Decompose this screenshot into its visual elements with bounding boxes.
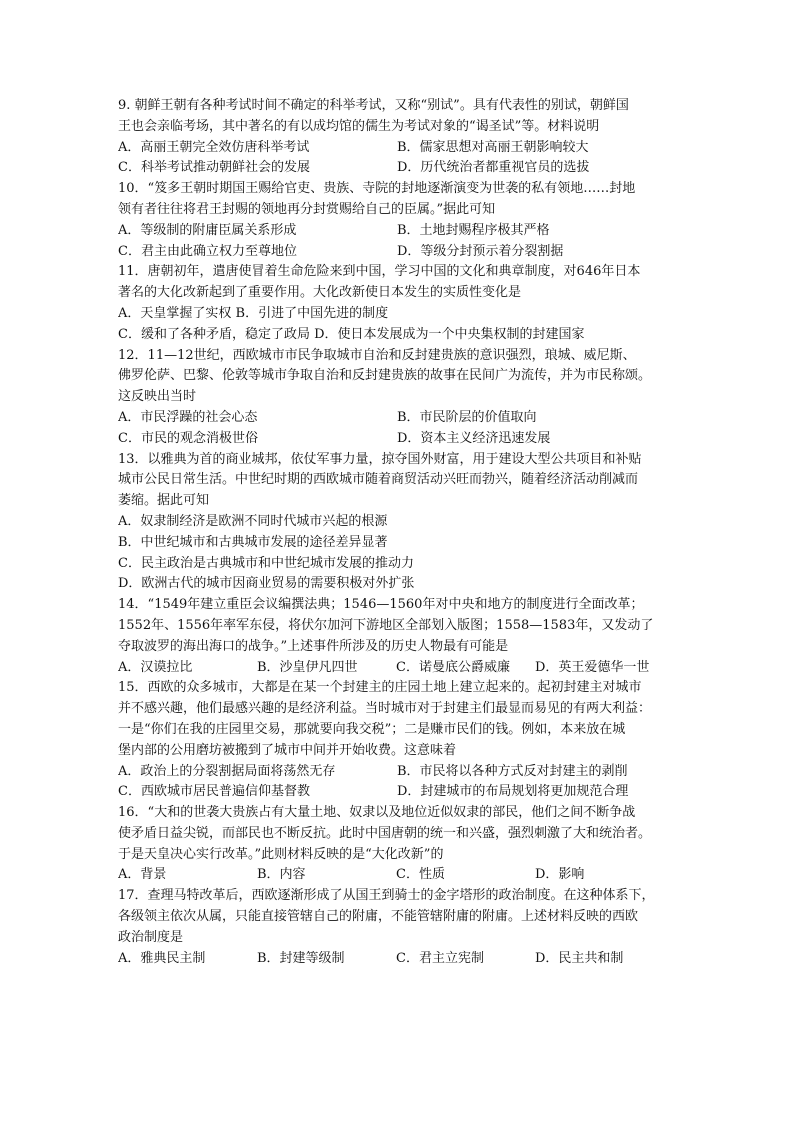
question-stem-line: 16．“大和的世袭大贵族占有大量土地、奴隶以及地位近似奴隶的部民，他们之间不断争战 [118,805,636,821]
option-d: D．封建城市的布局规划将更加规范合理 [397,784,629,800]
option-a: A．雅典民主制 [118,950,206,966]
question-stem-line: 这反映出当时 [118,389,197,405]
question-14 [118,595,676,678]
question-stem-line: 萎缩。据此可知 [118,493,210,509]
question-stem-line: 12．11—12世纪，西欧城市市民争取城市自治和反封建贵族的意识强烈，琅城、威尼斯、 [118,347,636,363]
question-11 [118,262,676,345]
option-c: C．诺曼底公爵威廉 [396,659,510,675]
question-stem-line: 14．“1549年建立重臣会议编撰法典；1546—1560年对中央和地方的制度进行全面改革； [118,597,644,613]
question-stem-line: 王也会亲临考场，其中著名的有以成均馆的儒生为考试对象的“谒圣试”等。材料说明 [118,118,600,134]
option-c: C．民主政治是古典城市和中世纪城市发展的推动力 [118,555,414,571]
option-c: C．性质 [396,867,445,883]
option-d: D．历代统治者都重视官员的选拔 [397,160,590,176]
question-stem-line: 1552年、1556年率军东侵，将伏尔加河下游地区全部划入版图；1558—1583年，又发动了 [118,617,654,633]
options-line: C．缓和了各种矛盾，稳定了政局 D．使日本发展成为一个中央集权制的封建国家 [118,326,585,342]
question-stem-line: 著名的大化改新起到了重要作用。大化改新使日本发生的实质性变化是 [118,285,522,301]
options-row [118,242,676,263]
question-stem-line: 一是“你们在我的庄园里交易，那就要向我交税”；二是赚市民们的钱。例如，本来放在城 [118,721,626,737]
question-17 [118,886,676,969]
option-d: D．欧洲古代的城市因商业贸易的需要积极对外扩张 [118,576,415,592]
question-15 [118,678,676,803]
question-stem-line: 堡内部的公用磨坊被搬到了城市中间并开始收费。这意味着 [118,742,457,758]
option-c: C．君主由此确立权力至尊地位 [118,243,297,259]
option-c: C．市民的观念消极世俗 [118,430,258,446]
options-row [118,221,676,242]
question-9 [118,96,676,179]
question-stem-line: 政治制度是 [118,929,184,945]
option-d: D．英王爱德华一世 [535,659,650,675]
question-stem-line: 城市公民日常生活。中世纪时期的西欧城市随着商贸活动兴旺而勃兴，随着经济活动削减而 [118,472,639,488]
question-stem-line: 夺取波罗的海出海口的战争。”上述事件所涉及的历史人物最有可能是 [118,638,509,654]
option-a: A．等级制的附庸臣属关系形成 [118,222,297,238]
options-row [118,949,676,970]
option-d: D．资本主义经济迅速发展 [397,430,551,446]
option-a: A．市民浮躁的社会心态 [118,409,258,425]
question-10 [118,179,676,262]
question-12 [118,346,676,450]
options-line: A．天皇掌握了实权 B．引进了中国先进的制度 [118,305,389,321]
question-stem-line: 10．“笈多王朝时期国王赐给官吏、贵族、寺院的封地逐渐演变为世袭的私有领地……封地 [118,181,636,197]
question-13 [118,450,676,596]
option-a: A．政治上的分裂割据局面将荡然无存 [118,763,336,779]
option-b: B．市民阶层的价值取向 [397,409,537,425]
option-a: A．奴隶制经济是欧洲不同时代城市兴起的根源 [118,513,388,529]
question-stem-line: 领有者往往将君王封赐的领地再分封赏赐给自己的臣属。”据此可知 [118,201,496,217]
option-b: B．市民将以各种方式反对封建主的剥削 [397,763,628,779]
option-c: C．科举考试推动朝鲜社会的发展 [118,160,310,176]
options-row [118,429,676,450]
question-16 [118,803,676,886]
option-c: C．西欧城市居民普遍信仰基督教 [118,784,310,800]
option-b: B．沙皇伊凡四世 [257,659,358,675]
option-d: D．民主共和制 [535,950,624,966]
option-d: D．等级分封预示着分裂割据 [397,243,564,259]
option-c: C．君主立宪制 [396,950,484,966]
option-b: B．中世纪城市和古典城市发展的途径差异显著 [118,534,388,550]
question-stem-line: 使矛盾日益尖锐，而部民也不断反抗。此时中国唐朝的统一和兴盛，强烈刺激了大和统治者。 [118,825,652,841]
options-row [118,138,676,159]
options-row [118,658,676,679]
options-row [118,762,676,783]
option-d: D．影响 [535,867,585,883]
question-stem-line: 并不感兴趣，他们最感兴趣的是经济利益。当时城市对于封建主们最显而易见的有两大利益： [118,701,652,717]
options-row [118,408,676,429]
question-stem-line: 于是天皇决心实行改革。”此则材料反映的是“大化改新”的 [118,846,444,862]
question-stem-line: 11．唐朝初年，遣唐使冒着生命危险来到中国，学习中国的文化和典章制度，对646年日本 [118,264,641,280]
question-stem-line: 13．以雅典为首的商业城邦，依仗军事力量，掠夺国外财富，用于建设大型公共项目和补贴 [118,451,642,467]
question-stem-line: 各级领主依次从属，只能直接管辖自己的附庸，不能管辖附庸的附庸。上述材料反映的西欧 [118,909,639,925]
question-stem-line: 17．查理马特改革后，西欧逐渐形成了从国王到骑士的金字塔形的政治制度。在这种体系下， [118,888,655,904]
options-row [118,782,676,803]
question-stem-line: 佛罗伦萨、巴黎、伦敦等城市争取自治和反封建贵族的故事在民间广为流传，并为市民称颂。 [118,368,652,384]
option-a: A．高丽王朝完全效仿唐科举考试 [118,139,310,155]
options-row [118,158,676,179]
option-a: A．背景 [118,867,167,883]
option-b: B．封建等级制 [257,950,345,966]
option-b: B．土地封赐程序极其严格 [397,222,550,238]
option-a: A．汉谟拉比 [118,659,193,675]
option-b: B．儒家思想对高丽王朝影响较大 [397,139,589,155]
options-row [118,865,676,886]
option-b: B．内容 [257,867,306,883]
question-stem-line: 9. 朝鲜王朝有各种考试时间不确定的科举考试，又称“别试”。具有代表性的别试，朝鲜国 [118,98,629,113]
question-stem-line: 15．西欧的众多城市，大都是在某一个封建主的庄园土地上建立起来的。起初封建主对城市 [118,680,642,696]
exam-page [118,96,676,969]
